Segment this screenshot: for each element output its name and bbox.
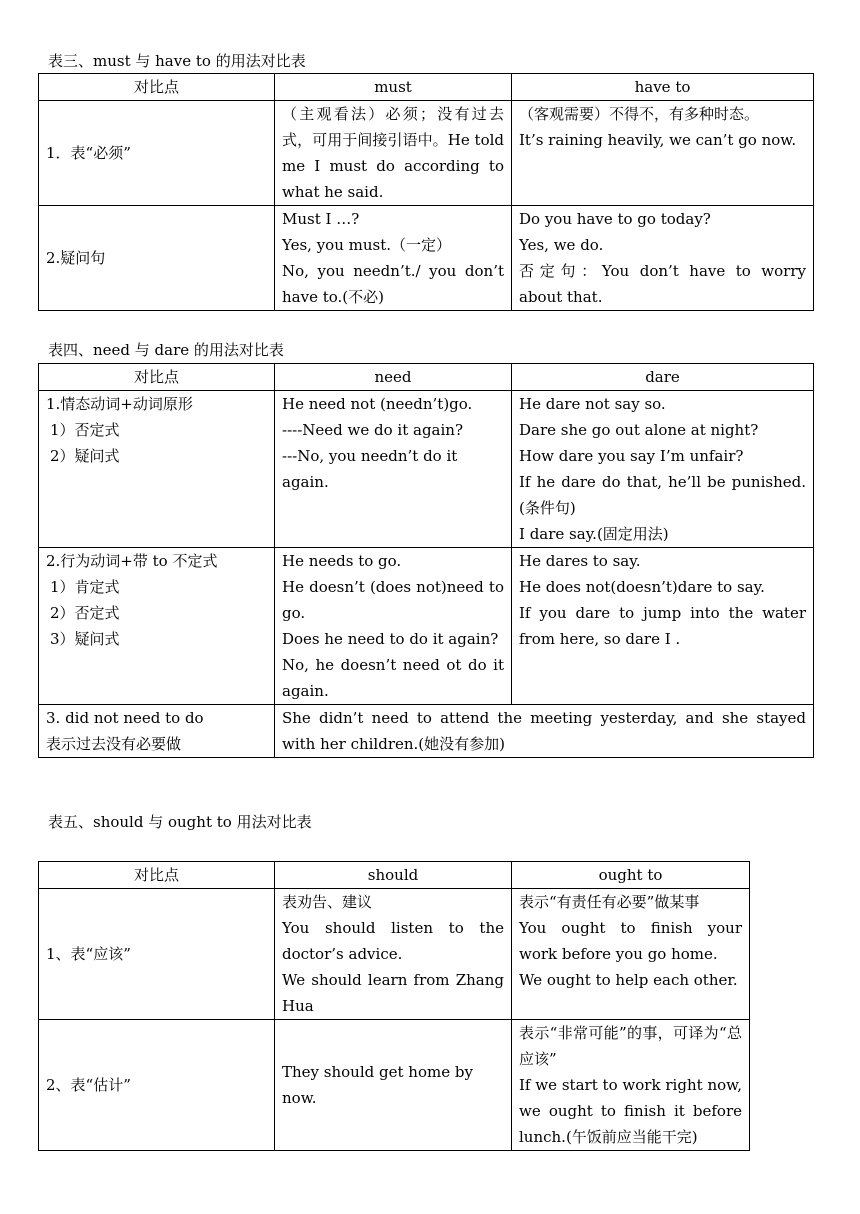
table4-header-need: need xyxy=(275,364,512,391)
table3-row2-have-to: Do you have to go today? Yes, we do. 否定句：You don’t have to worry about that. xyxy=(512,206,814,311)
table5-row1-ought-to: 表示“有责任有必要”做某事 You ought to finish your work before you go home. We ought to help each other. xyxy=(512,889,750,1020)
table3-header-point: 对比点 xyxy=(39,74,275,101)
table4-row2-dare: He dares to say. He does not(doesn’t)dare to say. If you dare to jump into the water from here, so dare I . xyxy=(512,548,814,705)
table5-row1-should: 表劝告、建议 You should listen to the doctor’s advice. We should learn from Zhang Hua xyxy=(275,889,512,1020)
table5 xyxy=(38,861,750,1151)
table5-row2-point: 2、表“估计” xyxy=(39,1020,275,1151)
table5-row2-should: They should get home by now. xyxy=(275,1020,512,1151)
table3-row2-must: Must I …? Yes, you must.（一定） No, you needn’t./ you don’t have to.(不必) xyxy=(275,206,512,311)
table5-caption: 表五、should 与 ought to 用法对比表 xyxy=(48,813,312,831)
table4-row1-need: He need not (needn’t)go. ----Need we do it again? ---No, you needn’t do it again. xyxy=(275,391,512,548)
table3-caption: 表三、must 与 have to 的用法对比表 xyxy=(48,52,306,70)
table3-row1-point: 1．表“必须” xyxy=(39,101,275,206)
table4-row1-dare: He dare not say so. Dare she go out alone at night? How dare you say I’m unfair? If he dare do that, he’ll be punished.(条件句) I dare say.(固定用法) xyxy=(512,391,814,548)
table3-header-must: must xyxy=(275,74,512,101)
table3-row2-point: 2.疑问句 xyxy=(39,206,275,311)
table3-row1-have-to: （客观需要）不得不，有多种时态。 It’s raining heavily, we can’t go now. xyxy=(512,101,814,206)
table3-header-have-to: have to xyxy=(512,74,814,101)
table4-row1-point: 1.情态动词+动词原形 1）否定式 2）疑问式 xyxy=(39,391,275,548)
table5-row2-ought-to: 表示“非常可能”的事，可译为“总应该” If we start to work right now, we ought to finish it before lunch.(午饭前应当能干完) xyxy=(512,1020,750,1151)
table4-header-dare: dare xyxy=(512,364,814,391)
table4-row3-merged: She didn’t need to attend the meeting yesterday, and she stayed with her children.(她没有参加) xyxy=(275,705,814,758)
table4-caption: 表四、need 与 dare 的用法对比表 xyxy=(48,341,284,359)
table4-row3-point: 3. did not need to do 表示过去没有必要做 xyxy=(39,705,275,758)
table3-row1-must: （主观看法）必须；没有过去式，可用于间接引语中。He told me I must do according to what he said. xyxy=(275,101,512,206)
table5-header-point: 对比点 xyxy=(39,862,275,889)
table4 xyxy=(38,363,814,758)
table5-header-should: should xyxy=(275,862,512,889)
table4-row2-point: 2.行为动词+带 to 不定式 1）肯定式 2）否定式 3）疑问式 xyxy=(39,548,275,705)
table3 xyxy=(38,73,814,311)
table4-row2-need: He needs to go. He doesn’t (does not)need to go. Does he need to do it again? No, he doesn’t need ot do it again. xyxy=(275,548,512,705)
table5-row1-point: 1、表“应该” xyxy=(39,889,275,1020)
table5-header-ought-to: ought to xyxy=(512,862,750,889)
table4-header-point: 对比点 xyxy=(39,364,275,391)
